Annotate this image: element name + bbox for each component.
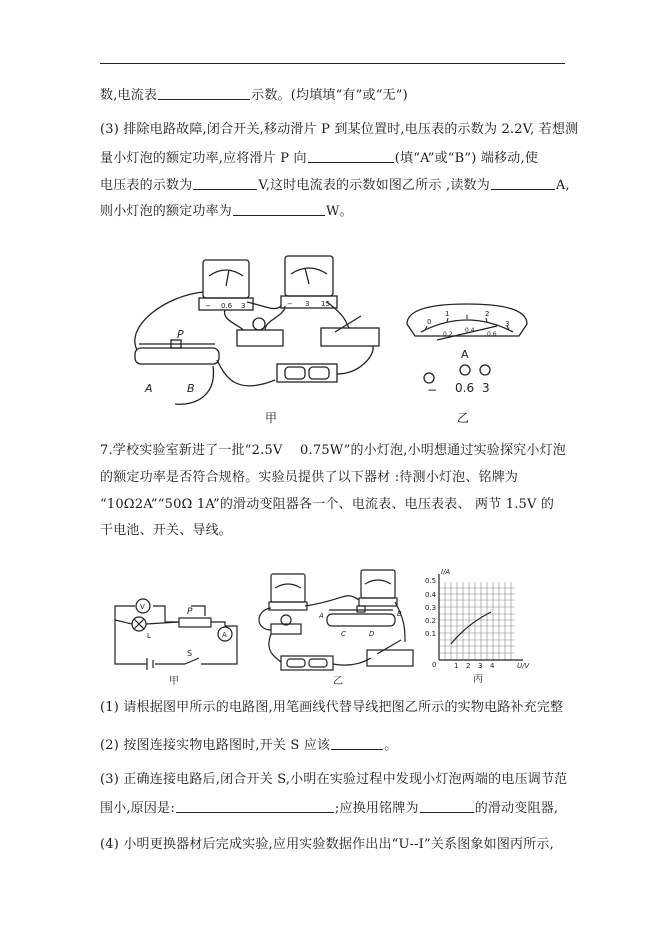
meter-v-term: − [287, 300, 293, 308]
text-segment: 数,电流表 [100, 88, 158, 103]
q3-line-4 [100, 202, 353, 221]
caption-yi: 乙 [333, 676, 343, 687]
terminal-label: − [427, 383, 438, 397]
graph-x-tick: 1 [454, 662, 459, 670]
text-segment: V,这时电流表的示数如图乙所示 ,读数为 [258, 178, 490, 193]
graph-y-tick: 0.2 [425, 617, 437, 625]
answer-blank[interactable] [308, 149, 394, 163]
graph-x-tick: 3 [478, 662, 483, 670]
meter-a-term: − [205, 302, 211, 310]
text-segment: W。 [326, 204, 353, 219]
answer-blank[interactable] [158, 86, 250, 100]
ammeter-unit: A [461, 348, 469, 361]
switch-board [367, 650, 413, 666]
q7-line-2: 的额定功率是否符合规格。实验员提供了以下器材 :待测小灯泡、铭牌为 [100, 470, 519, 485]
bulb [253, 318, 265, 330]
graph-y-tick: 0.5 [425, 577, 437, 585]
graph-y-tick: 0.1 [425, 630, 437, 638]
label-v: V [140, 603, 145, 611]
sub-q3-line-1: (3) 正确连接电路后,闭合开关 S,小明在实验过程中发现小灯泡两端的电压调节范 [100, 772, 568, 787]
answer-blank[interactable] [420, 799, 474, 813]
text-segment: 。 [384, 738, 398, 753]
answer-blank[interactable] [491, 176, 555, 190]
sub-q4: (4) 小明更换器材后完成实验,应用实验数据作出出“U--I”关系图象如图丙所示, [100, 837, 554, 852]
q7-line-4: 干电池、开关、导线。 [100, 523, 233, 538]
battery-box [277, 364, 337, 382]
terminal-neg [424, 373, 434, 383]
terminal-label: 3 [482, 381, 490, 395]
label-p: P [187, 607, 193, 617]
text-segment: 电压表的示数为 [100, 178, 193, 193]
sub-q3-line-2 [100, 799, 558, 818]
scale-label: 2 [485, 310, 490, 318]
ammeter-body [203, 260, 249, 298]
meter-a-term: 3 [241, 302, 246, 310]
graph-y-tick: 0.4 [425, 591, 437, 599]
meter-v-term: 3 [305, 300, 310, 308]
caption-jia: 甲 [169, 676, 179, 687]
q3-line-2 [100, 149, 538, 168]
text-segment: 示数。(均填填“有”或“无”) [251, 88, 408, 103]
battery-box [281, 656, 333, 670]
caption-bing: 丙 [473, 674, 483, 685]
label-rheo: B [397, 610, 402, 618]
text-segment: (2) 按图连接实物电路图时,开关 S 应该 [100, 738, 331, 753]
caption-yi: 乙 [457, 411, 470, 425]
terminal-label: 0.6 [455, 381, 475, 395]
figure-2-circuit [105, 560, 535, 688]
label-slider-p: P [177, 328, 184, 341]
text-segment: 则小灯泡的额定功率为 [100, 204, 233, 219]
label-rheo: C [341, 630, 346, 638]
graph-y-label: I/A [441, 568, 451, 576]
text-segment: (填“A”或“B”) 端移动,使 [394, 151, 538, 166]
graph-x-tick: 4 [490, 662, 495, 670]
caption-jia: 甲 [265, 411, 278, 425]
label-terminal-a: A [145, 382, 153, 395]
graph-x-label: U/V [517, 662, 530, 670]
sub-q2 [100, 736, 397, 755]
schematic-rheostat [179, 618, 211, 627]
bulb-board [237, 330, 283, 346]
voltmeter-dial [291, 268, 327, 274]
label-terminal-b: B [187, 382, 195, 395]
scale-label: 0 [427, 318, 432, 326]
label-l: L [147, 632, 151, 640]
schematic-switch [185, 658, 199, 664]
label-s: S [187, 649, 193, 658]
terminal-06 [460, 365, 470, 375]
graph-y-tick: 0.3 [425, 604, 437, 612]
answer-blank[interactable] [331, 736, 383, 750]
text-segment: 量小灯泡的额定功率,应将滑片 P 向 [100, 151, 307, 166]
meter-a-term: 0.6 [221, 302, 233, 310]
figure-1-circuit [125, 246, 545, 430]
q7-line-3: “10Ω2A”“50Ω 1A”的滑动变阻器各一个、电流表、电压表表、 两节 1.5V 的 [100, 497, 555, 512]
graph-y-tick: 0 [432, 661, 437, 669]
rheostat-coil [327, 614, 395, 626]
label-rheo: A [319, 612, 324, 620]
graph-x-tick: 2 [466, 662, 471, 670]
meter-v-term: 15 [321, 300, 330, 308]
label-a: A [222, 631, 227, 639]
text-segment: 围小,原因是: [100, 801, 175, 816]
answer-blank[interactable] [193, 176, 257, 190]
q7-line-1: 7.学校实验室新进了一批“2.5V 0.75W”的小灯泡,小明想通过实验探究小灯泡 [100, 443, 566, 458]
rheostat-coil [135, 348, 219, 364]
scale-sub-label: 0.2 [443, 331, 453, 338]
scale-label: 3 [505, 320, 510, 328]
scale-sub-label: 0.6 [487, 331, 497, 338]
text-segment: 的滑动变阻器, [474, 801, 559, 816]
answer-blank[interactable] [233, 202, 325, 216]
text-segment: ;应换用铭牌为 [334, 801, 419, 816]
q3-line-3 [100, 176, 570, 195]
scale-sub-label: 0.4 [465, 327, 475, 334]
label-rheo: D [369, 630, 375, 638]
answer-blank[interactable] [176, 799, 334, 813]
voltmeter-body [285, 256, 333, 296]
q3-line-1: (3) 排除电路故障,闭合开关,移动滑片 P 到某位置时,电压表的示数为 2.2V, 若想测 [100, 122, 579, 137]
switch-board [321, 328, 379, 346]
line-ammeter-answer [100, 86, 408, 105]
header-rule [100, 63, 565, 64]
terminal-3 [480, 365, 490, 375]
text-segment: A, [555, 178, 570, 193]
sub-q1: (1) 请根据图甲所示的电路图,用笔画线代替导线把图乙所示的实物电路补充完整 [100, 700, 564, 715]
ammeter-dial [209, 270, 243, 276]
scale-label: 1 [445, 310, 450, 318]
graph-grid [439, 582, 515, 660]
